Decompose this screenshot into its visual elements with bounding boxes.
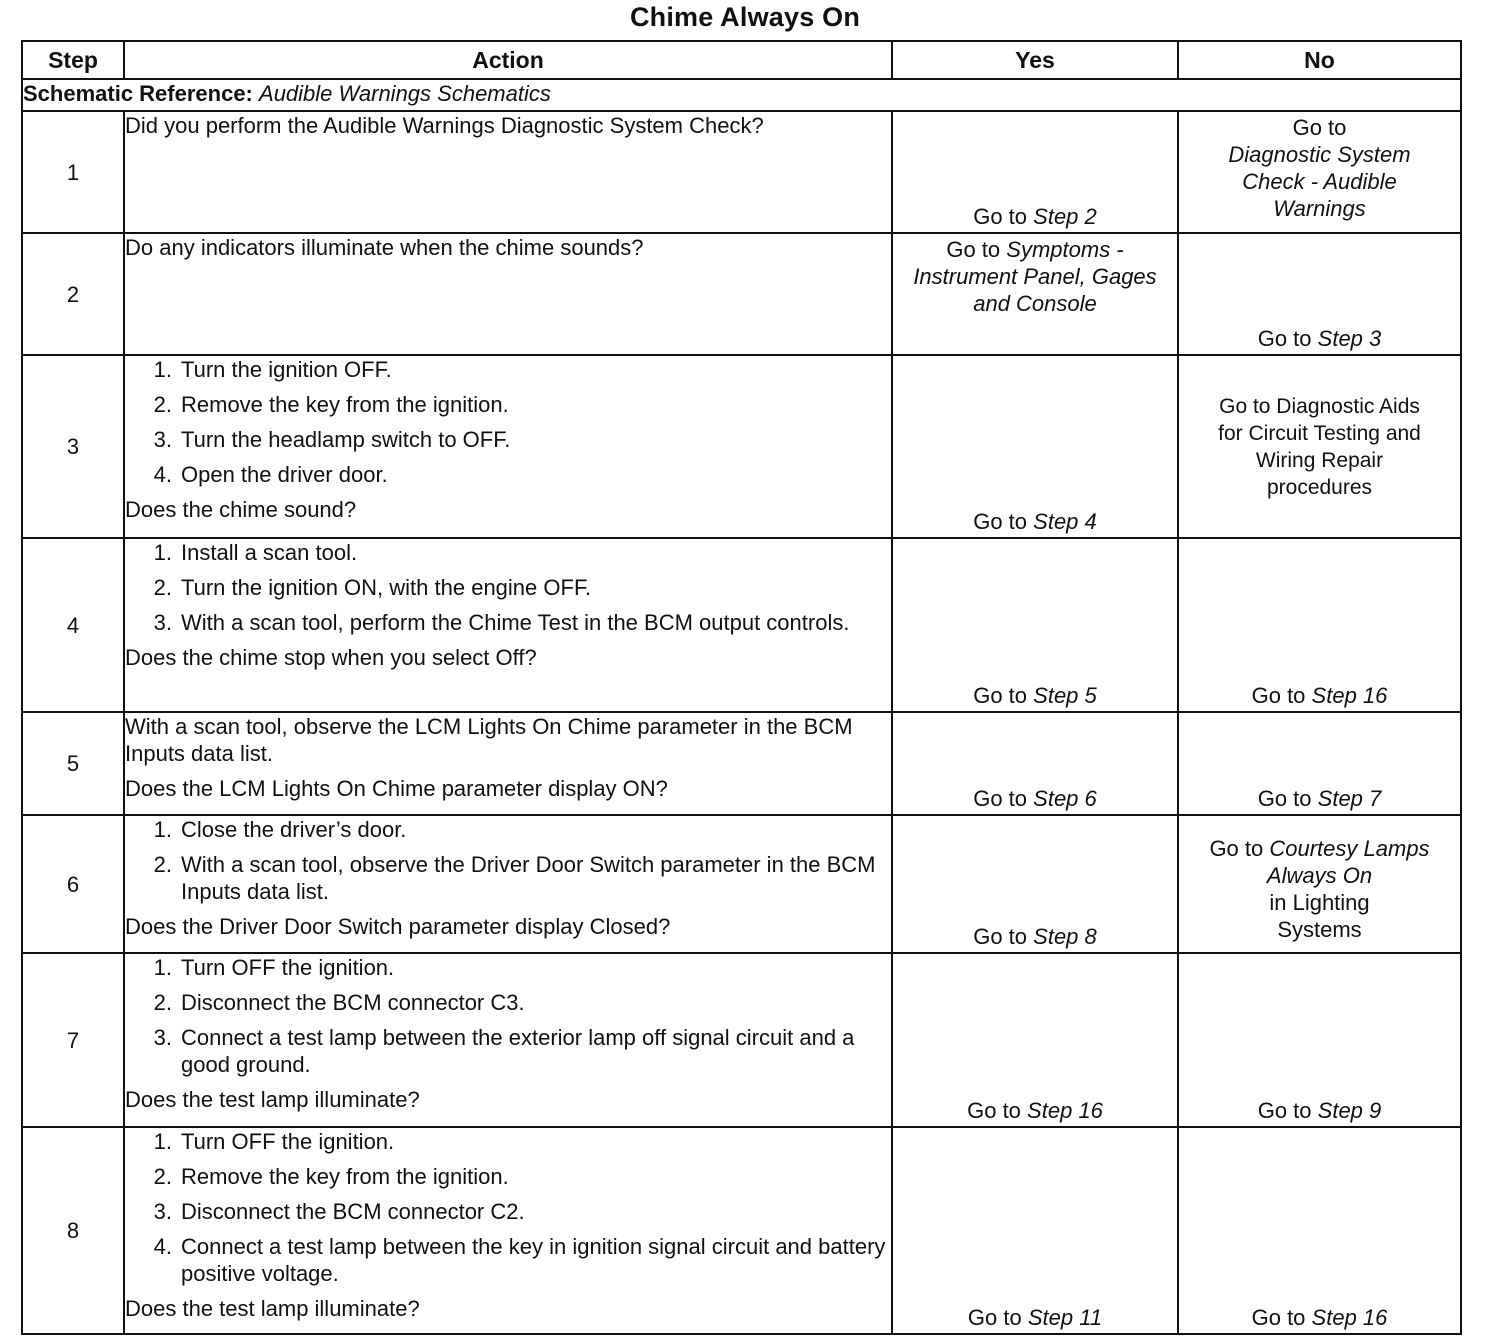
procedure-link[interactable]: Diagnostic System Check - Audible Warnings — [1228, 142, 1411, 221]
go-to-text: Go to — [1251, 1305, 1306, 1330]
list-item: 1. Turn OFF the ignition. — [153, 955, 395, 980]
schematic-reference — [22, 79, 1461, 111]
list-item: 2. Remove the key from the ignition. — [153, 392, 509, 417]
header-yes: Yes — [892, 41, 1178, 79]
step-link[interactable]: Step 16 — [1027, 1098, 1103, 1123]
go-to-text: Go to — [946, 237, 1001, 262]
header-row — [22, 41, 1461, 79]
list-item: 2. With a scan tool, observe the Driver Door Switch parameter in the BCM Inputs data list. — [153, 852, 876, 904]
question-text: Does the chime sound? — [125, 497, 357, 522]
step-number: 4 — [22, 538, 124, 712]
step-link[interactable]: Step 6 — [1033, 786, 1097, 811]
no-result — [1179, 1128, 1460, 1333]
substep-list — [125, 356, 891, 488]
action-cell — [124, 953, 892, 1127]
yes-cell — [892, 111, 1178, 233]
list-item: 2. Disconnect the BCM connector C3. — [153, 990, 525, 1015]
step-number: 5 — [22, 712, 124, 815]
step-link[interactable]: Step 4 — [1033, 509, 1097, 534]
step-number: 8 — [22, 1127, 124, 1334]
substep-list — [125, 954, 891, 1078]
yes-result — [893, 539, 1177, 711]
yes-cell — [892, 712, 1178, 815]
header-step: Step — [22, 41, 124, 79]
question-text: Does the LCM Lights On Chime parameter display ON? — [125, 776, 668, 801]
no-result — [1179, 234, 1460, 354]
step-number: 2 — [22, 233, 124, 355]
yes-cell — [892, 815, 1178, 953]
step-number: 1 — [22, 111, 124, 233]
step-link[interactable]: Step 8 — [1033, 924, 1097, 949]
go-to-text: Go to — [973, 683, 1028, 708]
no-result — [1179, 539, 1460, 711]
list-item: 1. Turn the ignition OFF. — [153, 357, 392, 382]
table-row — [22, 815, 1461, 953]
no-cell — [1178, 1127, 1461, 1334]
go-to-text: Go to — [973, 924, 1028, 949]
action-cell — [124, 712, 892, 815]
schematic-link[interactable]: Audible Warnings Schematics — [259, 81, 551, 106]
go-to-text: Go to — [973, 509, 1028, 534]
list-item: 4. Connect a test lamp between the key in ignition signal circuit and battery positive voltage. — [153, 1234, 886, 1286]
action-cell — [124, 355, 892, 538]
table-row — [22, 712, 1461, 815]
procedure-link[interactable]: Courtesy Lamps Always On — [1266, 836, 1430, 888]
yes-cell — [892, 538, 1178, 712]
substep-list — [125, 816, 891, 905]
yes-result — [893, 713, 1177, 814]
go-to-text: Go to — [967, 1305, 1022, 1330]
no-cell — [1178, 538, 1461, 712]
substep-list — [125, 539, 891, 636]
yes-cell — [892, 233, 1178, 355]
table-row — [22, 233, 1461, 355]
yes-result — [893, 112, 1177, 232]
action-text: Did you perform the Audible Warnings Diagnostic System Check? — [125, 113, 764, 138]
no-result — [1179, 954, 1460, 1126]
yes-cell — [892, 355, 1178, 538]
go-to-text: Go to — [973, 204, 1028, 229]
page-title: Chime Always On — [629, 2, 861, 32]
table-row — [22, 538, 1461, 712]
no-result — [1179, 823, 1460, 945]
no-cell — [1178, 233, 1461, 355]
yes-result — [893, 954, 1177, 1126]
step-link[interactable]: Step 16 — [1311, 683, 1388, 708]
no-cell — [1178, 953, 1461, 1127]
go-to-text: Go to — [1292, 115, 1347, 140]
substep-list — [125, 1128, 891, 1287]
action-cell — [124, 1127, 892, 1334]
no-cell — [1178, 712, 1461, 815]
go-to-text: Go to — [1257, 786, 1312, 811]
step-link[interactable]: Step 16 — [1311, 1305, 1388, 1330]
action-cell — [124, 233, 892, 355]
yes-cell — [892, 1127, 1178, 1334]
step-link[interactable]: Step 7 — [1317, 786, 1382, 811]
diagnostic-table — [21, 40, 1462, 1335]
step-link[interactable]: Step 9 — [1317, 1098, 1382, 1123]
go-to-text: Go to — [1209, 836, 1264, 861]
action-cell — [124, 815, 892, 953]
list-item: 1. Install a scan tool. — [153, 540, 358, 565]
go-to-text: Go to — [973, 786, 1028, 811]
table-row — [22, 111, 1461, 233]
yes-result — [893, 1128, 1177, 1333]
step-link[interactable]: Step 3 — [1317, 326, 1382, 351]
yes-cell — [892, 953, 1178, 1127]
question-text: Does the test lamp illuminate? — [125, 1087, 420, 1112]
yes-result — [893, 234, 1177, 319]
header-action: Action — [124, 41, 892, 79]
question-text: Does the chime stop when you select Off? — [125, 645, 537, 670]
no-cell — [1178, 815, 1461, 953]
action-cell — [124, 538, 892, 712]
step-number: 7 — [22, 953, 124, 1127]
question-text: Does the Driver Door Switch parameter display Closed? — [125, 914, 671, 939]
step-link[interactable]: Step 2 — [1033, 204, 1097, 229]
yes-result — [893, 356, 1177, 537]
list-item: 3. With a scan tool, perform the Chime Test in the BCM output controls. — [153, 610, 850, 635]
table-row — [22, 953, 1461, 1127]
list-item: 3. Connect a test lamp between the exterior lamp off signal circuit and a good ground. — [153, 1025, 855, 1077]
go-to-text: Go to — [1257, 1098, 1312, 1123]
action-text: With a scan tool, observe the LCM Lights On Chime parameter in the BCM Inputs data list. — [125, 714, 853, 766]
schematic-row — [22, 79, 1461, 111]
procedure-link[interactable]: Symptoms - Instrument Panel, Gages and Console — [913, 237, 1157, 316]
manual-section: in Lighting Systems — [1269, 890, 1370, 942]
list-item: 2. Remove the key from the ignition. — [153, 1164, 509, 1189]
no-cell — [1178, 355, 1461, 538]
list-item: 1. Close the driver’s door. — [153, 817, 407, 842]
no-result — [1179, 713, 1460, 814]
go-to-text: Go to — [967, 1098, 1021, 1123]
table-row — [22, 1127, 1461, 1334]
go-to-text: Go to — [1251, 683, 1306, 708]
yes-result — [893, 816, 1177, 952]
table-row — [22, 355, 1461, 538]
go-to-text: Go to — [1257, 326, 1312, 351]
no-result — [1179, 112, 1460, 224]
no-result[interactable]: Go to Diagnostic Aids for Circuit Testing and Wiring Repair procedures — [1218, 394, 1421, 499]
list-item: 2. Turn the ignition ON, with the engine OFF. — [153, 575, 592, 600]
list-item: 3. Turn the headlamp switch to OFF. — [153, 427, 511, 452]
action-text: Do any indicators illuminate when the chime sounds? — [125, 235, 644, 260]
action-cell — [124, 111, 892, 233]
step-number: 3 — [22, 355, 124, 538]
question-text: Does the test lamp illuminate? — [125, 1296, 420, 1321]
step-link[interactable]: Step 5 — [1033, 683, 1097, 708]
step-number: 6 — [22, 815, 124, 953]
schematic-label: Schematic Reference: — [23, 81, 253, 106]
step-link[interactable]: Step 11 — [1027, 1305, 1103, 1330]
no-cell — [1178, 111, 1461, 233]
list-item: 4. Open the driver door. — [153, 462, 388, 487]
list-item: 3. Disconnect the BCM connector C2. — [153, 1199, 525, 1224]
list-item: 1. Turn OFF the ignition. — [153, 1129, 395, 1154]
header-no: No — [1178, 41, 1461, 79]
